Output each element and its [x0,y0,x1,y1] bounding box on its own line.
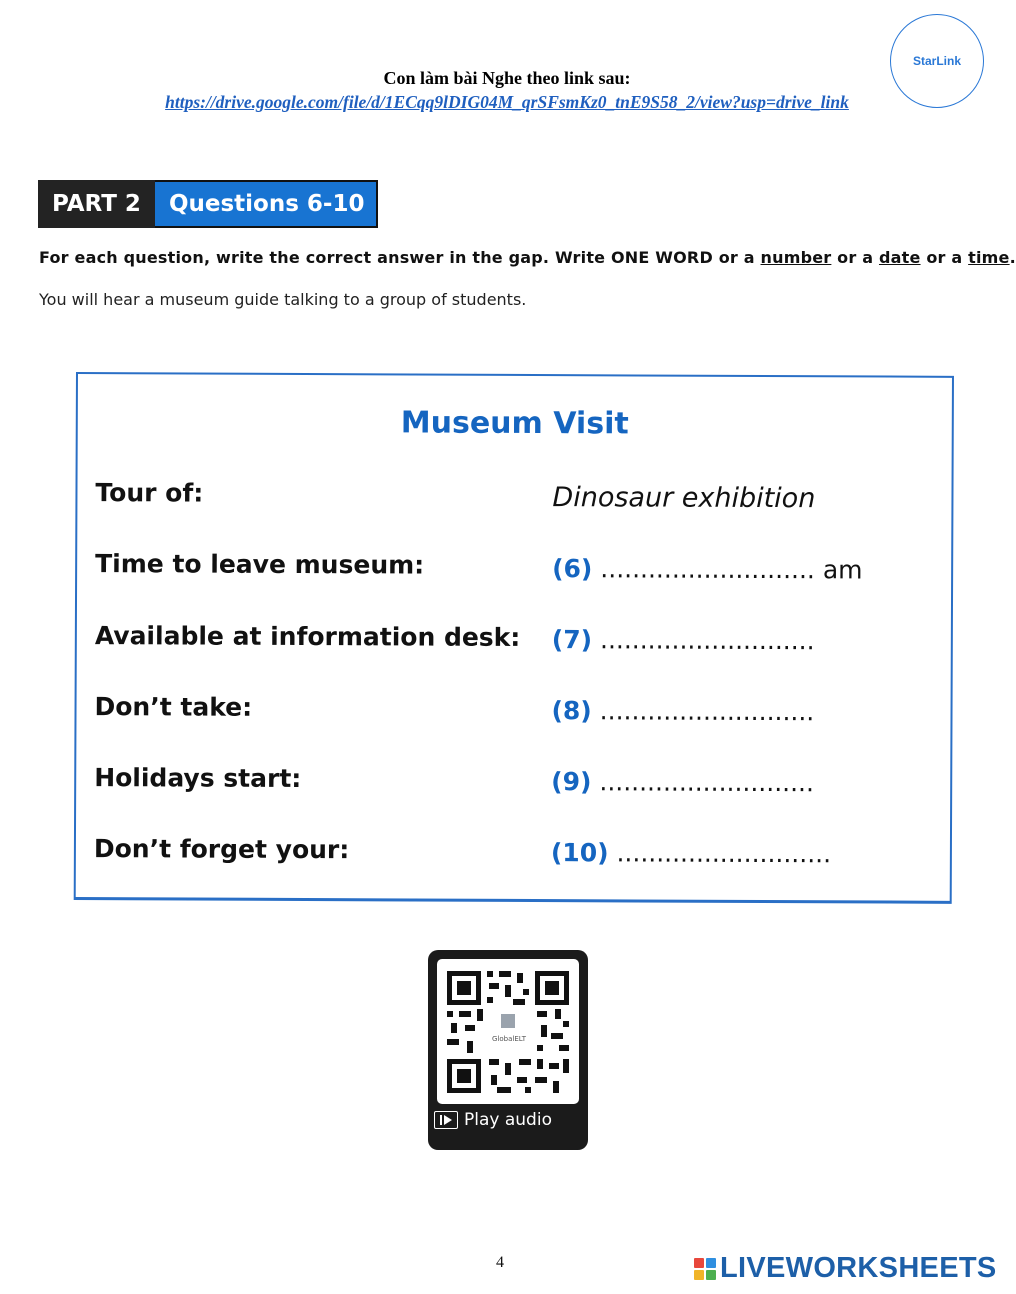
row-label-dont-forget: Don’t forget your: [93,834,350,865]
starlink-logo [890,14,984,108]
logo-text: StarLink [912,54,961,68]
part-header [38,180,378,228]
qr-audio-card[interactable] [428,950,588,1150]
play-icon [434,1111,458,1129]
play-audio-button[interactable] [434,1110,552,1130]
questions-range: Questions 6-10 [155,180,379,228]
instruction-line: For each question, write the correct answer in the gap. Write ONE WORD or a number or a date or a time. [39,248,1016,267]
answer-gap-8[interactable]: (8) ........................... [551,696,815,727]
qr-code [437,959,579,1104]
answer-example: Dinosaur exhibition [552,482,816,515]
liveworksheets-logo-icon [694,1258,716,1280]
answer-gap-6[interactable]: (6) ........................... am [552,554,863,585]
row-label-info-desk: Available at information desk: [94,621,521,652]
qr-code-icon [437,959,579,1104]
question-number: (10) [550,838,609,868]
header-instruction: Con làm bài Nghe theo link sau: [383,68,631,88]
qr-center-text: GlobalELT [492,1035,526,1043]
keyword-date: date [878,248,921,267]
keyword-number: number [760,248,832,267]
row-label-time: Time to leave museum: [95,549,425,580]
question-number: (9) [551,767,592,797]
question-number: (7) [551,625,593,655]
row-label-dont-take: Don’t take: [94,692,253,722]
audio-drive-link[interactable]: https://drive.google.com/file/d/1ECqq9lDIG04M_qrSFsmKz0_tnE9S58_2/view?usp=drive_link [165,92,849,112]
museum-visit-box [74,372,954,904]
answer-gap-9[interactable]: (9) ........................... [551,767,815,798]
box-title: Museum Visit [400,405,629,442]
answer-gap-10[interactable]: (10) ........................... [550,838,832,869]
liveworksheets-brand [694,1252,997,1285]
part-label: PART 2 [38,180,155,228]
play-audio-label: Play audio [464,1110,552,1130]
context-line: You will hear a museum guide talking to a group of students. [39,290,527,309]
keyword-time: time [968,248,1010,267]
brand-text: LIVEWORKSHEETS [720,1252,997,1284]
question-number: (6) [552,554,593,584]
question-number: (8) [551,696,592,726]
answer-gap-7[interactable]: (7) ........................... [551,625,815,656]
row-label-tour: Tour of: [95,478,204,508]
page-number: 4 [496,1254,504,1271]
row-label-holidays: Holidays start: [94,763,302,793]
